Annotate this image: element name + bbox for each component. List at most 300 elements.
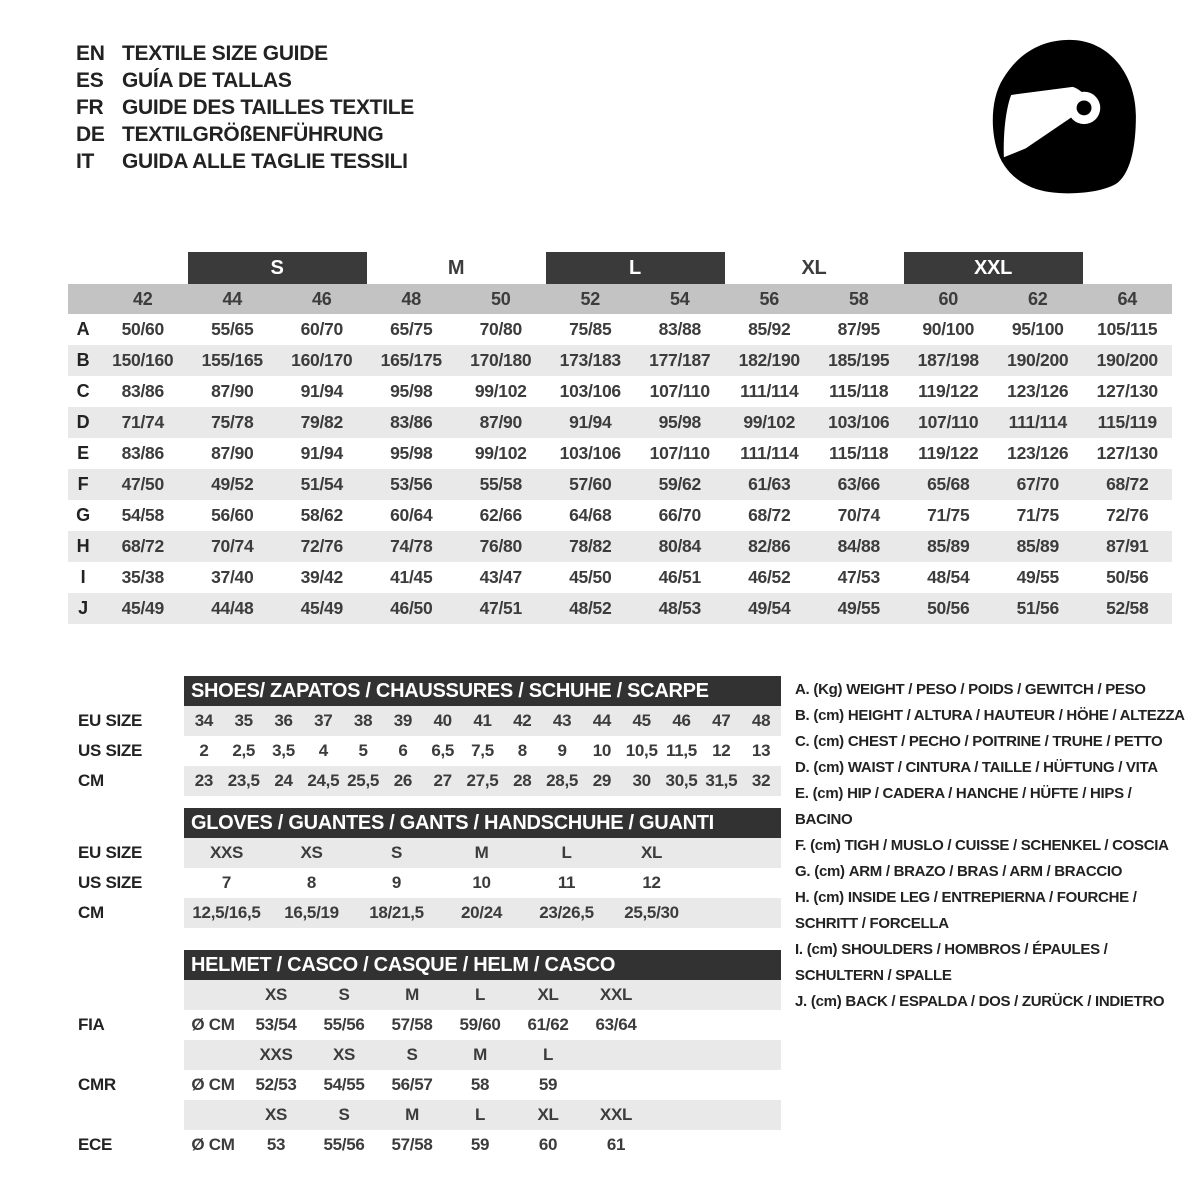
row-letter: E — [77, 443, 89, 463]
measurement-value: 165/175 — [380, 350, 442, 370]
apparel-size-table — [68, 252, 1172, 624]
legend-text: WAIST / CINTURA / TAILLE / HÜFTUNG / VITA — [847, 759, 1158, 776]
measurement-value: 90/100 — [922, 319, 975, 339]
measurement-value: 95/98 — [658, 412, 701, 432]
shoes-value: 38 — [353, 711, 373, 730]
measurement-value: 80/84 — [658, 536, 701, 556]
table-row — [68, 345, 1172, 376]
measurement-value: 95/98 — [390, 381, 433, 401]
language-code: ES — [76, 68, 104, 92]
legend-text: HEIGHT / ALTURA / HAUTEUR / HÖHE / ALTEZZA — [847, 707, 1185, 724]
measurement-value: 58/62 — [300, 505, 343, 525]
gloves-value: 8 — [306, 873, 317, 892]
measurement-value: 78/82 — [569, 536, 612, 556]
size-group-l: L — [546, 252, 725, 284]
helmet-value: 55/56 — [323, 1015, 365, 1034]
measurement-value: 123/126 — [1007, 443, 1069, 463]
measurement-value: 47/51 — [479, 598, 522, 618]
helmet-size-row — [68, 1100, 781, 1130]
helmet-size-labels — [184, 1040, 781, 1070]
measurement-value: 103/106 — [559, 443, 621, 463]
shoes-row-label: EU SIZE — [78, 711, 143, 730]
language-code: EN — [76, 41, 105, 65]
measurement-value: 87/90 — [479, 412, 522, 432]
language-title: TEXTILGRÖßENFÜHRUNG — [122, 122, 384, 146]
language-title: GUIDA ALLE TAGLIE TESSILI — [122, 149, 408, 173]
measurement-value: 79/82 — [300, 412, 343, 432]
legend-key: E. — [795, 785, 809, 802]
measurement-value: 103/106 — [828, 412, 890, 432]
measurement-value: 85/92 — [748, 319, 791, 339]
gloves-value: 12 — [642, 873, 661, 892]
legend-text: INSIDE LEG / ENTREPIERNA / FOURCHE / SCHRITT / FORCELLA — [795, 889, 1137, 932]
numeric-size: 62 — [1028, 288, 1048, 309]
measurement-value: 43/47 — [479, 567, 522, 587]
language-code: FR — [76, 95, 104, 119]
numeric-size: 64 — [1117, 288, 1137, 309]
shoes-value: 30,5 — [665, 771, 698, 790]
helmet-value: 54/55 — [323, 1075, 365, 1094]
helmet-unit-label: Ø CM — [191, 1135, 235, 1154]
legend-item — [795, 781, 1195, 833]
gloves-row — [68, 838, 781, 868]
gloves-value: 11 — [557, 873, 576, 892]
legend-key: F. — [795, 837, 807, 854]
measurement-value: 115/119 — [1097, 412, 1157, 432]
measurement-value: 99/102 — [743, 412, 796, 432]
helmet-value: 61 — [606, 1135, 626, 1154]
measurement-value: 107/110 — [649, 443, 710, 463]
helmet-value: 61/62 — [527, 1015, 569, 1034]
legend-item — [795, 859, 1195, 885]
shoes-value: 6,5 — [431, 741, 455, 760]
measurement-value: 71/75 — [927, 505, 970, 525]
helmet-section-header — [184, 950, 781, 980]
gloves-value: 20/24 — [460, 903, 503, 922]
language-item — [76, 148, 414, 175]
measurement-value: 47/53 — [837, 567, 880, 587]
row-letter: C — [76, 381, 90, 401]
shoes-title: SHOES/ ZAPATOS / CHAUSSURES / SCHUHE / SCARPE — [191, 679, 709, 702]
measurement-value: 49/54 — [748, 598, 791, 618]
measurement-value: 185/195 — [828, 350, 890, 370]
shoes-value: 28 — [513, 771, 532, 790]
gloves-title: GLOVES / GUANTES / GANTS / HANDSCHUHE / GUANTI — [191, 811, 714, 834]
legend-text: ARM / BRAZO / BRAS / ARM / BRACCIO — [848, 863, 1123, 880]
racing-helmet-icon — [982, 32, 1144, 200]
measurement-value: 48/52 — [569, 598, 612, 618]
helmet-size-label: XS — [332, 1045, 356, 1064]
measurement-value: 91/94 — [569, 412, 612, 432]
shoes-value: 35 — [234, 711, 253, 730]
legend-unit: (cm) — [814, 863, 845, 880]
helmet-value: 63/64 — [595, 1015, 637, 1034]
row-letter: D — [76, 412, 90, 432]
numeric-size: 54 — [670, 288, 690, 309]
helmet-value: 59 — [538, 1075, 558, 1094]
table-row — [68, 314, 1172, 345]
language-title: GUIDE DES TAILLES TEXTILE — [122, 95, 414, 119]
helmet-data-row — [68, 1130, 781, 1160]
legend-item — [795, 937, 1195, 989]
measurement-value: 49/52 — [211, 474, 254, 494]
shoes-row — [68, 706, 781, 736]
table-row — [68, 500, 1172, 531]
measurement-legend — [795, 677, 1195, 1015]
helmet-size-label: XXL — [599, 1105, 633, 1124]
legend-item — [795, 885, 1195, 937]
legend-key: I. — [795, 941, 803, 958]
measurement-value: 60/70 — [300, 319, 343, 339]
numeric-size: 46 — [312, 288, 332, 309]
numeric-size: 56 — [759, 288, 779, 309]
measurement-value: 45/49 — [121, 598, 164, 618]
gloves-value: M — [474, 843, 489, 862]
measurement-value: 83/86 — [390, 412, 433, 432]
shoes-row — [68, 736, 781, 766]
language-title: GUÍA DE TALLAS — [122, 68, 292, 92]
measurement-value: 111/114 — [1008, 412, 1067, 432]
helmet-standard-label: FIA — [78, 1015, 105, 1034]
shoes-row-label: US SIZE — [78, 741, 143, 760]
measurement-value: 65/68 — [927, 474, 970, 494]
helmet-size-label: XXL — [599, 985, 633, 1004]
shoes-value: 44 — [592, 711, 612, 730]
legend-text: SHOULDERS / HOMBROS / ÉPAULES / SCHULTERN / SPALLE — [795, 941, 1108, 984]
measurement-value: 55/58 — [479, 474, 522, 494]
measurement-value: 115/118 — [829, 381, 889, 401]
measurement-value: 160/170 — [291, 350, 353, 370]
shoes-value: 3,5 — [272, 741, 295, 760]
measurement-value: 107/110 — [649, 381, 710, 401]
row-letter: I — [80, 567, 86, 587]
helmet-size-label: L — [474, 985, 486, 1004]
measurement-value: 127/130 — [1096, 443, 1158, 463]
measurement-value: 67/70 — [1016, 474, 1059, 494]
measurement-value: 60/64 — [390, 505, 433, 525]
measurement-value: 111/114 — [740, 381, 799, 401]
measurement-value: 46/50 — [390, 598, 433, 618]
helmet-value: 60 — [538, 1135, 558, 1154]
table-row — [68, 376, 1172, 407]
helmet-value: 53 — [266, 1135, 286, 1154]
legend-item — [795, 833, 1195, 859]
shoes-value: 30 — [632, 771, 651, 790]
helmet-size-label: M — [473, 1045, 487, 1064]
row-letter: B — [76, 350, 90, 370]
legend-unit: (cm) — [812, 785, 844, 802]
shoes-value: 27,5 — [466, 771, 499, 790]
measurement-value: 64/68 — [569, 505, 612, 525]
shoes-value: 41 — [473, 711, 492, 730]
size-group-s: S — [188, 252, 367, 284]
shoes-value: 43 — [552, 711, 572, 730]
legend-key: J. — [795, 993, 807, 1010]
helmet-size-label: XXS — [259, 1045, 293, 1064]
shoes-row-values — [184, 736, 781, 766]
measurement-value: 190/200 — [1096, 350, 1158, 370]
measurement-value: 57/60 — [569, 474, 612, 494]
helmet-value: 57/58 — [391, 1135, 433, 1154]
measurement-value: 48/53 — [658, 598, 701, 618]
legend-text: BACK / ESPALDA / DOS / ZURÜCK / INDIETRO — [845, 993, 1165, 1010]
shoes-value: 11,5 — [666, 741, 697, 760]
language-code: IT — [76, 149, 95, 173]
measurement-value: 62/66 — [479, 505, 522, 525]
numeric-size: 52 — [580, 288, 600, 309]
measurement-value: 127/130 — [1096, 381, 1158, 401]
language-item — [76, 40, 414, 67]
numeric-size: 44 — [222, 288, 242, 309]
shoes-value: 9 — [557, 741, 567, 760]
shoes-row-values — [184, 706, 781, 736]
measurement-value: 44/48 — [211, 598, 254, 618]
shoes-value: 42 — [513, 711, 532, 730]
measurement-value: 87/95 — [837, 319, 880, 339]
measurement-value: 50/56 — [1106, 567, 1149, 587]
helmet-standard-label: CMR — [78, 1075, 116, 1094]
helmet-size-label: S — [338, 1105, 350, 1124]
helmet-size-label: S — [338, 985, 350, 1004]
legend-unit: (cm) — [810, 993, 842, 1010]
measurement-value: 177/187 — [649, 350, 711, 370]
measurement-value: 63/66 — [837, 474, 880, 494]
legend-unit: (Kg) — [813, 681, 843, 698]
helmet-size-label: L — [474, 1105, 486, 1124]
helmet-value: 58 — [470, 1075, 490, 1094]
shoes-value: 26 — [393, 771, 413, 790]
measurement-value: 41/45 — [390, 567, 433, 587]
shoes-value: 27 — [433, 771, 452, 790]
size-group-header-row — [68, 252, 1172, 284]
measurement-value: 173/183 — [559, 350, 621, 370]
shoes-value: 2 — [199, 741, 209, 760]
legend-text: CHEST / PECHO / POITRINE / TRUHE / PETTO — [847, 733, 1163, 750]
band-corner-cell — [68, 284, 98, 314]
table-row — [68, 438, 1172, 469]
shoes-value: 34 — [194, 711, 214, 730]
measurement-value: 39/42 — [300, 567, 343, 587]
shoes-value: 24,5 — [307, 771, 340, 790]
legend-unit: (cm) — [813, 733, 844, 750]
shoes-value: 4 — [318, 741, 328, 760]
measurement-value: 45/50 — [569, 567, 612, 587]
helmet-size-labels — [184, 980, 781, 1010]
legend-text: WEIGHT / PESO / POIDS / GEWITCH / PESO — [846, 681, 1146, 698]
measurement-value: 150/160 — [112, 350, 174, 370]
shoes-value: 29 — [592, 771, 612, 790]
gloves-row — [68, 868, 781, 898]
measurement-value: 71/74 — [121, 412, 164, 432]
helmet-title: HELMET / CASCO / CASQUE / HELM / CASCO — [191, 953, 616, 976]
legend-key: H. — [795, 889, 810, 906]
table-row — [68, 407, 1172, 438]
helmet-value: 57/58 — [391, 1015, 433, 1034]
measurement-value: 47/50 — [121, 474, 164, 494]
legend-unit: (cm) — [813, 759, 844, 776]
size-group-xxl: XXL — [904, 252, 1083, 284]
shoes-value: 5 — [358, 741, 368, 760]
gloves-value: 12,5/16,5 — [192, 903, 261, 922]
measurement-value: 155/165 — [201, 350, 263, 370]
measurement-value: 87/90 — [211, 381, 254, 401]
measurement-value: 182/190 — [738, 350, 800, 370]
legend-key: A. — [795, 681, 810, 698]
shoes-value: 39 — [393, 711, 413, 730]
shoes-value: 13 — [751, 741, 771, 760]
measurement-value: 49/55 — [1016, 567, 1059, 587]
shoes-value: 23,5 — [227, 771, 260, 790]
shoes-value: 47 — [712, 711, 731, 730]
measurement-value: 87/91 — [1106, 536, 1149, 556]
measurement-value: 99/102 — [474, 381, 527, 401]
gloves-value: 16,5/19 — [284, 903, 339, 922]
helmet-standard-values — [184, 1010, 781, 1040]
table-row — [68, 593, 1172, 624]
measurement-value: 105/115 — [1097, 319, 1158, 339]
shoes-value: 28,5 — [546, 771, 579, 790]
row-letter: J — [78, 598, 88, 618]
shoes-row-values — [184, 766, 781, 796]
row-letter: G — [76, 505, 90, 525]
gloves-value: 23/26,5 — [539, 903, 594, 922]
legend-key: C. — [795, 733, 810, 750]
helmet-size-label: XS — [264, 985, 288, 1004]
measurement-value: 70/74 — [211, 536, 254, 556]
helmet-unit-label: Ø CM — [191, 1075, 235, 1094]
measurement-value: 51/56 — [1016, 598, 1059, 618]
gloves-row-values — [184, 838, 781, 868]
legend-key: G. — [795, 863, 811, 880]
measurement-value: 68/72 — [1106, 474, 1149, 494]
measurement-value: 52/58 — [1106, 598, 1149, 618]
measurement-value: 45/49 — [300, 598, 343, 618]
helmet-unit-label: Ø CM — [191, 1015, 235, 1034]
legend-item — [795, 703, 1195, 729]
measurement-value: 61/63 — [748, 474, 791, 494]
measurement-value: 91/94 — [300, 381, 343, 401]
shoes-value: 24 — [274, 771, 293, 790]
measurement-value: 119/122 — [918, 443, 979, 463]
shoes-value: 31,5 — [705, 771, 738, 790]
shoes-value: 6 — [398, 741, 408, 760]
measurement-value: 87/90 — [211, 443, 254, 463]
size-group-xl: XL — [801, 256, 827, 279]
measurement-value: 46/51 — [658, 567, 701, 587]
measurement-value: 70/74 — [837, 505, 880, 525]
measurement-value: 70/80 — [479, 319, 522, 339]
shoes-value: 8 — [517, 741, 527, 760]
helmet-standard-values — [184, 1130, 781, 1160]
helmet-value: 56/57 — [391, 1075, 433, 1094]
helmet-value: 59/60 — [459, 1015, 501, 1034]
measurement-value: 83/86 — [121, 443, 164, 463]
shoes-section-header — [184, 676, 781, 706]
numeric-size: 58 — [849, 288, 869, 309]
helmet-size-label: L — [542, 1045, 554, 1064]
language-code: DE — [76, 122, 105, 146]
helmet-size-label: M — [405, 985, 419, 1004]
helmet-data-row — [68, 1010, 781, 1040]
legend-unit: (cm) — [806, 941, 838, 958]
numeric-size: 60 — [938, 288, 958, 309]
shoes-value: 32 — [751, 771, 771, 790]
helmet-value: 55/56 — [323, 1135, 365, 1154]
language-item — [76, 67, 414, 94]
gloves-value: 25,5/30 — [624, 903, 679, 922]
measurement-value: 74/78 — [390, 536, 433, 556]
table-row — [68, 562, 1172, 593]
legend-item — [795, 677, 1195, 703]
shoes-row-label: CM — [78, 771, 104, 790]
helmet-value: 59 — [470, 1135, 490, 1154]
measurement-value: 111/114 — [740, 443, 799, 463]
measurement-value: 75/78 — [211, 412, 254, 432]
measurement-value: 72/76 — [300, 536, 343, 556]
gloves-row — [68, 898, 781, 928]
shoes-value: 40 — [433, 711, 452, 730]
measurement-value: 71/75 — [1016, 505, 1059, 525]
shoes-value: 37 — [314, 711, 333, 730]
gloves-value: XS — [300, 843, 323, 862]
measurement-value: 65/75 — [390, 319, 433, 339]
table-row — [68, 531, 1172, 562]
legend-unit: (cm) — [810, 837, 841, 854]
shoes-value: 48 — [751, 711, 771, 730]
measurement-value: 82/86 — [748, 536, 791, 556]
measurement-value: 85/89 — [927, 536, 970, 556]
measurement-value: 83/88 — [658, 319, 701, 339]
legend-item — [795, 989, 1195, 1015]
measurement-value: 35/38 — [121, 567, 164, 587]
gloves-section-header — [184, 808, 781, 838]
legend-key: B. — [795, 707, 810, 724]
helmet-size-row — [68, 1040, 781, 1070]
helmet-size-label: M — [405, 1105, 419, 1124]
gloves-value: 18/21,5 — [369, 903, 424, 922]
measurement-value: 48/54 — [927, 567, 970, 587]
measurement-value: 75/85 — [569, 319, 612, 339]
measurement-value: 54/58 — [121, 505, 164, 525]
measurement-value: 53/56 — [390, 474, 433, 494]
measurement-value: 85/89 — [1016, 536, 1059, 556]
helmet-size-row — [68, 980, 781, 1010]
shoes-row — [68, 766, 781, 796]
measurement-value: 103/106 — [559, 381, 621, 401]
measurement-value: 68/72 — [121, 536, 164, 556]
gloves-row-label: CM — [78, 903, 104, 922]
helmet-size-label: XL — [537, 1105, 559, 1124]
table-row — [68, 469, 1172, 500]
measurement-value: 190/200 — [1007, 350, 1069, 370]
apparel-measurement-rows — [68, 314, 1172, 624]
gloves-row-label: EU SIZE — [78, 843, 143, 862]
measurement-value: 76/80 — [479, 536, 522, 556]
gloves-value: 9 — [391, 873, 402, 892]
measurement-value: 83/86 — [121, 381, 164, 401]
measurement-value: 49/55 — [837, 598, 880, 618]
legend-text: HIP / CADERA / HANCHE / HÜFTE / HIPS / BACINO — [795, 785, 1132, 828]
row-letter: F — [77, 474, 89, 494]
shoes-value: 2,5 — [232, 741, 256, 760]
shoes-value: 10 — [592, 741, 612, 760]
gloves-row-label: US SIZE — [78, 873, 143, 892]
measurement-value: 59/62 — [658, 474, 701, 494]
helmet-data-row — [68, 1070, 781, 1100]
gloves-value: L — [561, 843, 572, 862]
language-list — [76, 40, 414, 175]
shoes-value: 46 — [672, 711, 691, 730]
